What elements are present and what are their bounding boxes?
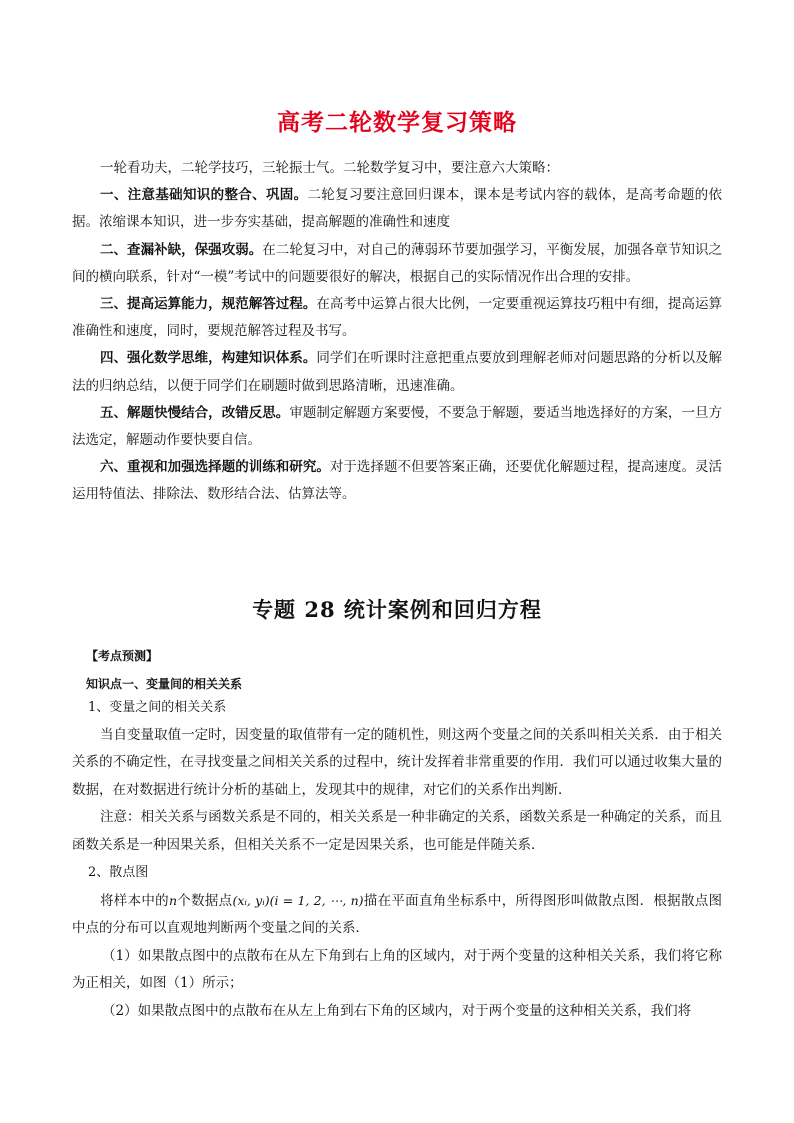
- strategy-2-heading: 二、查漏补缺，保强攻弱。: [100, 241, 263, 258]
- paragraph-2-part-a: 将样本中的: [100, 892, 169, 909]
- list-item-2: （2）如果散点图中的点散布在从左上角到右下角的区域内，对于两个变量的这种相关关系，我们将: [102, 1002, 692, 1019]
- strategy-6: [72, 454, 722, 508]
- note-label: 注意：: [100, 809, 141, 825]
- knowledge-section: [72, 694, 722, 1025]
- note-text: 相关关系与函数关系是不同的，相关关系是一种非确定的关系，函数关系是一种确定的关系，而且函数关系是一种因果关系，但相关关系不一定是因果关系，也可能是伴随关系．: [72, 809, 723, 853]
- subheading-2: 2、散点图: [88, 865, 149, 880]
- paragraph-2-part-b: 个数据点: [177, 892, 233, 909]
- strategy-5-heading: 五、解题快慢结合，改错反思。: [100, 404, 290, 421]
- strategy-6-text: 对于选择题不但要答案正确，还要优化解题过程，提高速度。灵活运用特值法、排除法、数形结合法、估算法等。: [72, 459, 723, 503]
- strategy-3: [72, 291, 722, 345]
- strategy-5: [72, 400, 722, 454]
- main-title: 高考二轮数学复习策略: [277, 110, 517, 136]
- strategy-1-heading: 一、注意基础知识的整合、巩固。: [100, 187, 308, 204]
- paragraph-2: [72, 887, 722, 943]
- strategy-5-text: 审题制定解题方案要慢，不要急于解题，要适当地选择好的方案，一旦方法选定，解题动作要快要自信。: [72, 404, 723, 449]
- list-item-1: （1）如果散点图中的点散布在从左下角到右上角的区域内，对于两个变量的这种相关关系，我们将它称为正相关，如图（1）所示；: [72, 947, 722, 991]
- strategy-4-text: 同学们在听课时注意把重点要放到理解老师对问题思路的分析以及解法的归纳总结，以便于同学们在刷题时做到思路清晰，迅速准确。: [72, 350, 723, 394]
- paragraph-2-part-c: 描在平面直角坐标系中，所得图形叫做散点图．根据散点图中点的分布可以直观地判断两个变量之间的关系．: [72, 892, 723, 936]
- strategy-2-text: 在二轮复习中，对自己的薄弱环节要加强学习，平衡发展，加强各章节知识之间的横向联系，针对“一模”考试中的问题要很好的解决，根据自己的实际情况作出合理的安排。: [72, 241, 723, 285]
- strategy-4: [72, 345, 722, 399]
- kaodian-label: 【考点预测】: [86, 649, 159, 663]
- math-formula: (xᵢ, yᵢ)(i = 1, 2, ⋯, n): [232, 892, 364, 908]
- strategy-section: [72, 155, 722, 509]
- paragraph-1: 当自变量取值一定时，因变量的取值带有一定的随机性，则这两个变量之间的关系叫相关关系．由于相关关系的不确定性，在寻找变量之间相关关系的过程中，统计发挥着非常重要的作用．我们可以通过收集大量的数据，在对数据进行统计分析的基础上，发现其中的规律，对它们的关系作出判断．: [72, 726, 722, 798]
- knowledge-point-heading: 知识点一、变量间的相关关系: [86, 677, 243, 691]
- strategy-4-heading: 四、强化数学思维，构建知识体系。: [100, 350, 317, 367]
- math-n: n: [168, 892, 178, 908]
- strategy-3-text: 在高考中运算占很大比例，一定要重视运算技巧粗中有细，提高运算准确性和速度，同时，要规范解答过程及书写。: [72, 296, 723, 340]
- subheading-1: 1、变量之间的相关关系: [88, 700, 227, 715]
- note-paragraph: [72, 804, 722, 859]
- strategy-2: [72, 237, 722, 291]
- strategy-3-heading: 三、提高运算能力，规范解答过程。: [100, 296, 317, 313]
- strategy-1: [72, 182, 722, 236]
- intro-paragraph: 一轮看功夫，二轮学技巧，三轮振士气。二轮数学复习中，要注意六大策略：: [100, 160, 559, 176]
- strategy-1-text: 二轮复习要注意回归课本，课本是考试内容的载体，是高考命题的依据。浓缩课本知识，进一步夯实基础，提高解题的准确性和速度: [72, 187, 723, 231]
- section-title: 专题 28 统计案例和回归方程: [252, 597, 542, 622]
- strategy-6-heading: 六、重视和加强选择题的训练和研究。: [100, 459, 330, 476]
